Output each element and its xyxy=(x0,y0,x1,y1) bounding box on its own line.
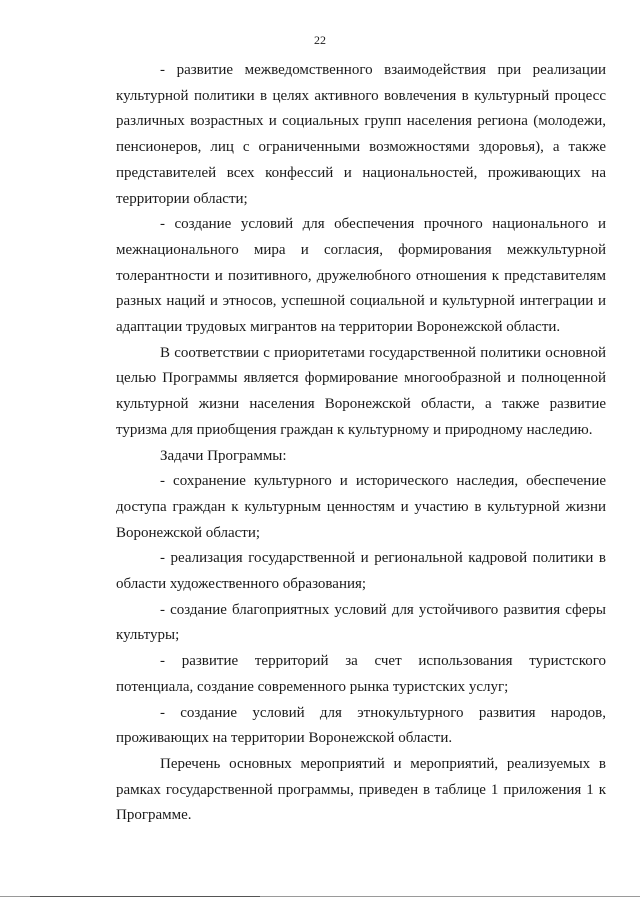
paragraph-task-heritage: - сохранение культурного и исторического наследия, обеспечение доступа граждан к культурным ценностям и участию в культурной жизни Воронежской области; xyxy=(116,473,606,541)
paragraph-task-personnel: - реализация государственной и региональной кадровой политики в области художественного образования; xyxy=(116,550,606,593)
document-body xyxy=(116,58,606,829)
paragraph-activities-list: Перечень основных мероприятий и мероприятий, реализуемых в рамках государственной программы, приведен в таблице 1 приложения 1 к Программе. xyxy=(116,755,606,824)
paragraph-tasks-heading: Задачи Программы: xyxy=(160,447,287,464)
paragraph-program-goal: В соответствии с приоритетами государственной политики основной целью Программы является формирование многообразной и полноценной культурной жизни населения Воронежской области, а также развитие туризма для приобщения граждан к культурному и природному наследию. xyxy=(116,344,606,438)
paragraph-task-tourism: - развитие территорий за счет использования туристского потенциала, создание современного рынка туристских услуг; xyxy=(116,653,606,695)
scan-bottom-edge-dark xyxy=(30,896,260,897)
paragraph-task-ethnocultural: - создание условий для этнокультурного развития народов, проживающих на территории Воронежской области. xyxy=(116,704,606,747)
paragraph-interagency-cooperation: - развитие межведомственного взаимодействия при реализации культурной политики в целях активного вовлечения в культурный процесс различных возрастных и социальных групп населения региона (молодежи, пенсионеров, лиц с ограниченными возможностями здоровья), а также представителей всех конфессий и национальностей, проживающих на территории области; xyxy=(116,62,606,207)
page-number: 22 xyxy=(314,33,326,47)
paragraph-task-culture-development: - создание благоприятных условий для устойчивого развития сферы культуры; xyxy=(116,601,606,644)
paragraph-interethnic-peace: - создание условий для обеспечения прочного национального и межнационального мира и согласия, формирования межкультурной толерантности и позитивного, дружелюбного отношения к представителям разных наций и этносов, успешной социальной и культурной интеграции и адаптации трудовых мигрантов на территории Воронежской области. xyxy=(116,216,606,336)
